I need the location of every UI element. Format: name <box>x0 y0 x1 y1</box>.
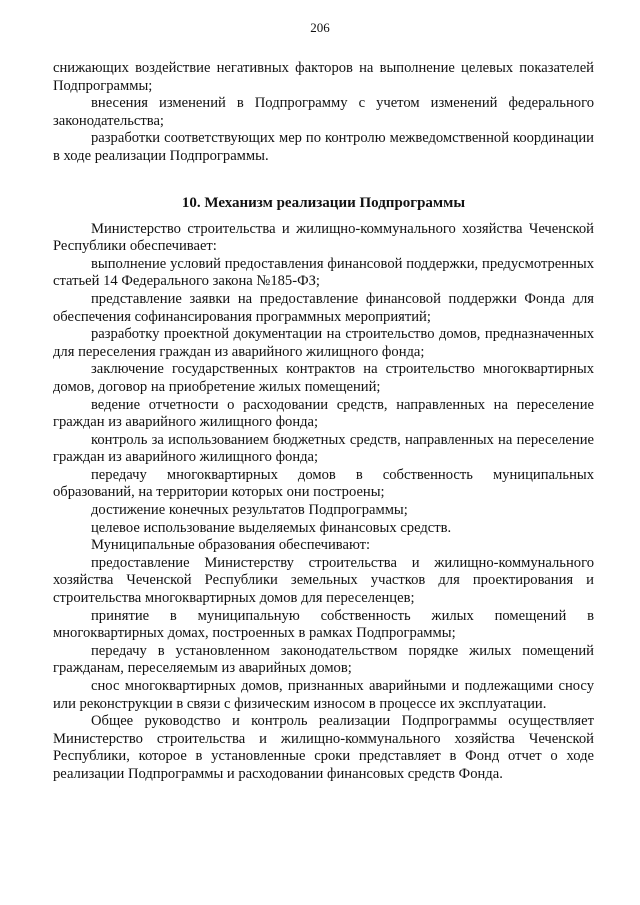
section-paragraph: предоставление Министерству строительства и жилищно-коммунального хозяйства Чеченской Республики земельных участков для проектирования и строительства многоквартирных домов для переселенцев; <box>53 554 594 607</box>
section-paragraph: Министерство строительства и жилищно-коммунального хозяйства Чеченской Республики обеспечивает: <box>53 220 594 255</box>
section-paragraph: контроль за использованием бюджетных средств, направленных на переселение граждан из аварийного жилищного фонда; <box>53 431 594 466</box>
section-paragraph: Общее руководство и контроль реализации Подпрограммы осуществляет Министерство строительства и жилищно-коммунального хозяйства Чеченской Республики, которое в установленные сроки представляет в Фонд отчет о ходе реализации Подпрограммы и расходовании финансовых средств Фонда. <box>53 713 594 782</box>
page-number: 206 <box>310 20 330 35</box>
intro-paragraph: внесения изменений в Подпрограмму с учетом изменений федерального законодательства; <box>53 95 594 129</box>
section-paragraph: Муниципальные образования обеспечивают: <box>91 537 371 554</box>
intro-paragraph: снижающих воздействие негативных факторов на выполнение целевых показателей Подпрограммы; <box>53 60 594 94</box>
document-body <box>53 60 594 784</box>
section-paragraph: принятие в муниципальную собственность жилых помещений в многоквартирных домах, построенных в рамках Подпрограммы; <box>53 607 594 642</box>
section-paragraph: достижение конечных результатов Подпрограммы; <box>91 502 408 519</box>
section-paragraph: снос многоквартирных домов, признанных аварийными и подлежащими сносу или реконструкции в связи с физическим износом в процессе их эксплуатации. <box>53 678 594 712</box>
intro-paragraph: разработки соответствующих мер по контролю межведомственной координации в ходе реализации Подпрограммы. <box>53 130 594 164</box>
section-paragraph: целевое использование выделяемых финансовых средств. <box>91 519 452 536</box>
section-heading: 10. Механизм реализации Подпрограммы <box>181 194 466 211</box>
section-paragraph: ведение отчетности о расходовании средств, направленных на переселение граждан из аварийного жилищного фонда; <box>53 396 594 431</box>
section-paragraph: передачу многоквартирных домов в собственность муниципальных образований, на территории которых они построены; <box>53 466 594 501</box>
section-paragraph: заключение государственных контрактов на строительство многоквартирных домов, договор на приобретение жилых помещений; <box>53 361 594 395</box>
section-paragraph: представление заявки на предоставление финансовой поддержки Фонда для обеспечения софинансирования программных мероприятий; <box>53 290 594 325</box>
section-paragraph: передачу в установленном законодательством порядке жилых помещений гражданам, переселяемым из аварийных домов; <box>53 642 594 677</box>
section-paragraph: разработку проектной документации на строительство домов, предназначенных для переселения граждан из аварийного жилищного фонда; <box>53 326 594 360</box>
section-paragraph: выполнение условий предоставления финансовой поддержки, предусмотренных статьей 14 Федерального закона №185-ФЗ; <box>53 255 594 290</box>
